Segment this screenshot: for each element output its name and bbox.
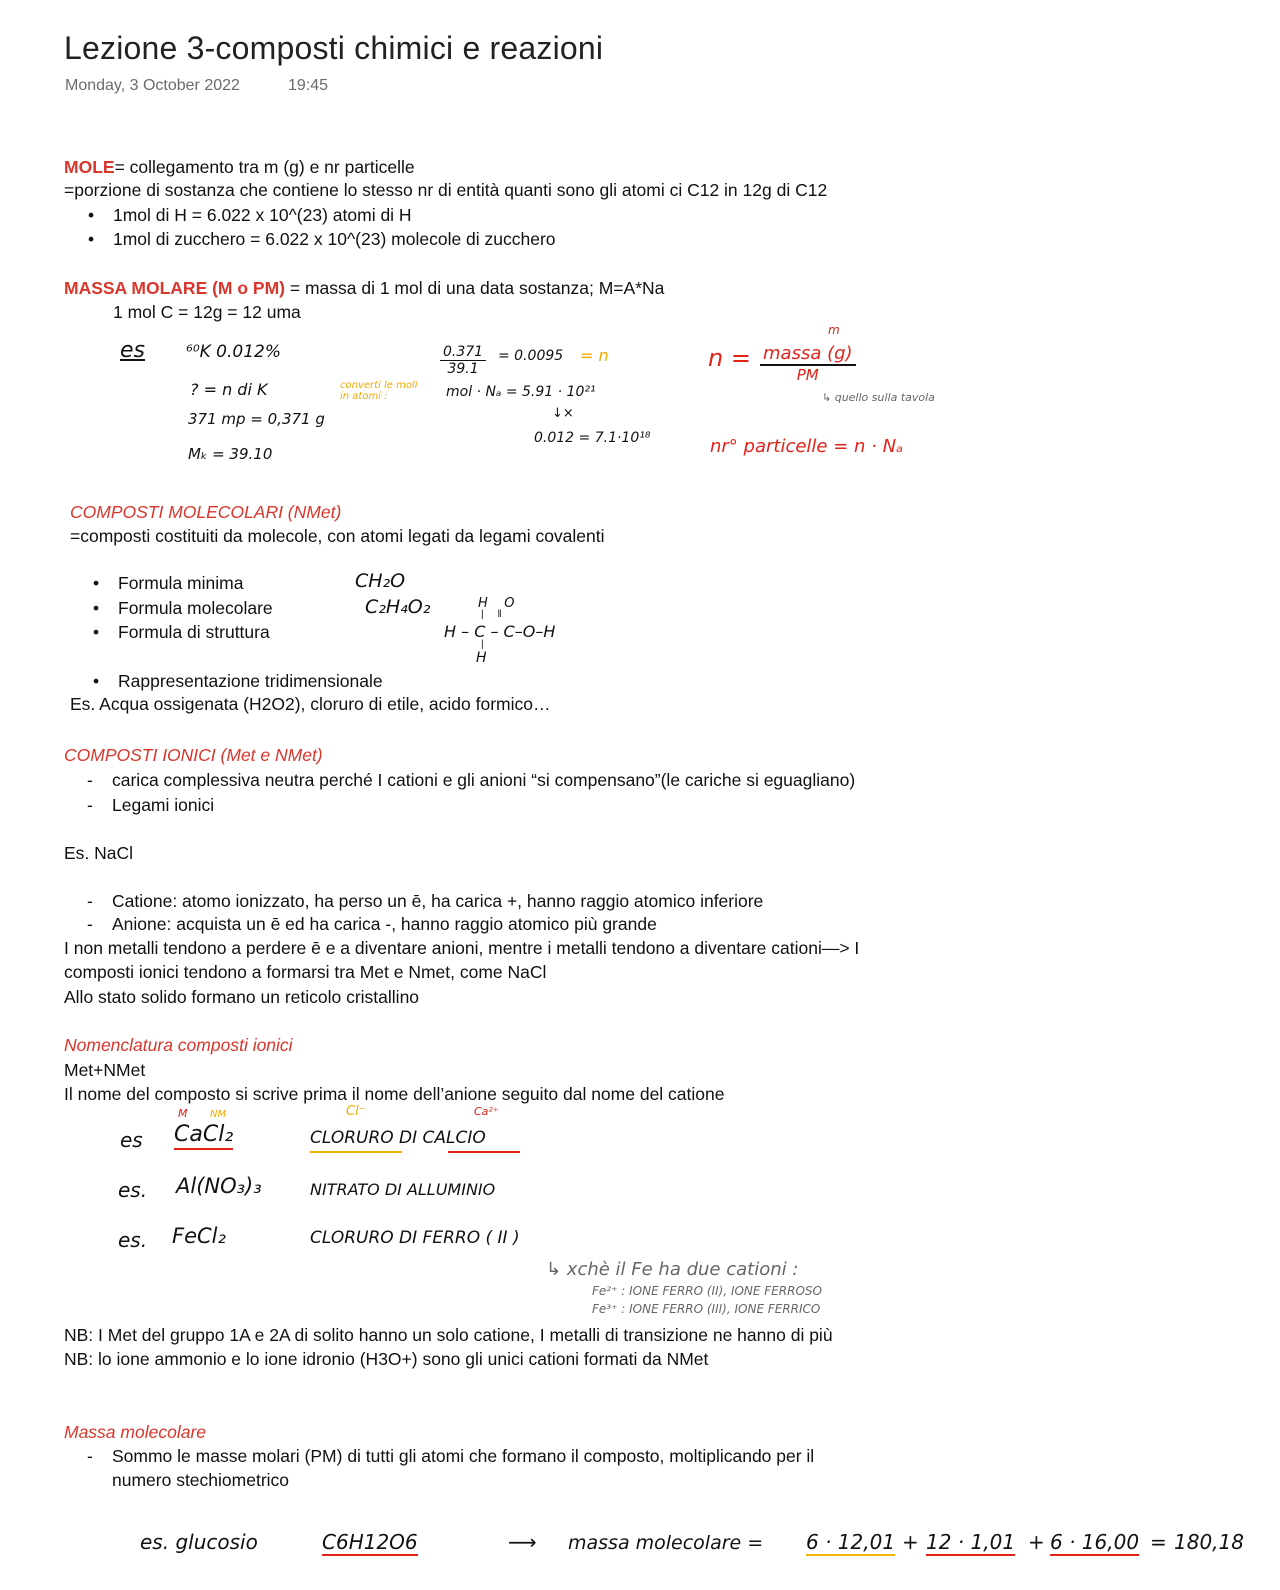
hw-term-1 bbox=[806, 1530, 895, 1554]
hw-equals: = bbox=[1150, 1530, 1167, 1554]
hw-mk-line: Mₖ = 39.10 bbox=[188, 445, 273, 463]
ionici-para-2: composti ionici tendono a formarsi tra Met e Nmet, come NaCl bbox=[64, 962, 547, 982]
ionici-para-3: Allo stato solido formano un reticolo cristallino bbox=[64, 987, 420, 1007]
hw-fe2-line: Fe²⁺ : IONE FERRO (II), IONE FERROSO bbox=[592, 1284, 822, 1298]
hw-label-cl: Cl⁻ bbox=[346, 1104, 366, 1119]
hw-es-label: es bbox=[120, 338, 145, 363]
hw-row2-formula: Al(NO₃)₃ bbox=[176, 1174, 262, 1198]
molecolari-bullet-4: • Rappresentazione tridimensionale bbox=[118, 671, 383, 692]
hw-formula-fraction bbox=[760, 343, 856, 384]
molecolari-bullet-3: • Formula di struttura bbox=[118, 622, 270, 643]
ionici-heading: COMPOSTI IONICI (Met e NMet) bbox=[64, 745, 323, 765]
hw-times-arrow: ↓× bbox=[552, 406, 574, 421]
nomenclatura-line-2: Il nome del composto si scrive prima il nome dell’anione seguito dal nome del catione bbox=[64, 1084, 725, 1104]
hw-frac-den: 39.1 bbox=[447, 361, 479, 377]
hw-row2-name: NITRATO DI ALLUMINIO bbox=[310, 1180, 496, 1199]
hw-label-ca: Ca²⁺ bbox=[474, 1105, 499, 1118]
hw-question-line: ? = n di K bbox=[190, 380, 268, 399]
hw-result-line: 0.012 = 7.1·10¹⁸ bbox=[534, 430, 651, 446]
hw-formula-n: n = bbox=[708, 344, 751, 372]
page-time: 19:45 bbox=[288, 77, 329, 94]
massa-molare-line bbox=[64, 278, 664, 299]
hw-total: 180,18 bbox=[1174, 1530, 1244, 1554]
nomenclatura-heading: Nomenclatura composti ionici bbox=[64, 1035, 293, 1055]
hw-formula-molecolare: C₂H₄O₂ bbox=[365, 596, 431, 618]
ionici-dash-2: - Legami ionici bbox=[112, 795, 214, 816]
hw-struct-mid: H – C – C–O–H bbox=[444, 622, 556, 641]
hw-glucosio-formula-text: C6H12O6 bbox=[322, 1530, 418, 1554]
hw-frac-result: = 0.0095 bbox=[498, 348, 564, 364]
hw-term-3-text: 6 · 16,00 bbox=[1050, 1530, 1140, 1554]
hw-label-m: M bbox=[178, 1107, 188, 1120]
hw-plus-1: + bbox=[902, 1530, 919, 1554]
molecolari-definition: =composti costituiti da molecole, con atomi legati da legami covalenti bbox=[70, 526, 605, 546]
hw-fe-note: ↳ xchè il Fe ha due cationi : bbox=[546, 1259, 799, 1280]
mole-definition: = collegamento tra m (g) e nr particelle bbox=[114, 157, 415, 177]
hw-row2-es: es. bbox=[118, 1178, 148, 1202]
page-title: Lezione 3-composti chimici e reazioni bbox=[64, 30, 604, 66]
ionici-anione: - Anione: acquista un ē ed ha carica -, hanno raggio atomico più grande bbox=[112, 914, 657, 935]
hw-frac-n: = n bbox=[580, 346, 609, 365]
nb-1: NB: I Met del gruppo 1A e 2A di solito hanno un solo catione, I metalli di transizione ne hanno di più bbox=[64, 1325, 833, 1345]
hw-massa-eq-label: massa molecolare = bbox=[568, 1532, 764, 1554]
hw-row1-name: CLORURO DI CALCIO bbox=[310, 1128, 486, 1148]
ionici-dash-1: - carica complessiva neutra perché I cationi e gli anioni “si compensano”(le cariche si eguagliano) bbox=[112, 770, 855, 791]
massa-molecolare-dash-cont: numero stechiometrico bbox=[112, 1470, 290, 1490]
hw-particles-formula: nr° particelle = n · Nₐ bbox=[710, 436, 904, 457]
mole-bullet-1: • 1mol di H = 6.022 x 10^(23) atomi di H bbox=[113, 205, 412, 226]
mole-bullet-2: • 1mol di zucchero = 6.022 x 10^(23) molecole di zucchero bbox=[113, 229, 556, 250]
hw-row1-underline-red bbox=[448, 1151, 520, 1153]
nomenclatura-line-1: Met+NMet bbox=[64, 1060, 146, 1080]
hw-row1-underline-yellow bbox=[310, 1151, 402, 1153]
hw-bond-vertical-2: | bbox=[481, 639, 484, 650]
hw-row1-es: es bbox=[120, 1128, 143, 1152]
hw-plus-2: + bbox=[1028, 1530, 1045, 1554]
hw-mp-line: 371 mp = 0,371 g bbox=[188, 410, 325, 428]
hw-row3-es: es. bbox=[118, 1228, 148, 1252]
hw-formula-m: m bbox=[828, 323, 840, 337]
massa-molecolare-heading: Massa molecolare bbox=[64, 1422, 206, 1442]
hw-fraction bbox=[440, 344, 486, 377]
molecolari-heading: COMPOSTI MOLECOLARI (NMet) bbox=[70, 502, 342, 522]
molecolari-bullet-1: • Formula minima bbox=[118, 573, 243, 594]
hw-formula-note: ↳ quello sulla tavola bbox=[822, 391, 935, 404]
molecolari-bullet-2: • Formula molecolare bbox=[118, 598, 273, 619]
hw-term-2-text: 12 · 1,01 bbox=[926, 1530, 1016, 1554]
hw-label-nm: NM bbox=[210, 1109, 227, 1120]
hw-formula-minima: CH₂O bbox=[355, 570, 406, 592]
hw-frac-num: 0.371 bbox=[440, 344, 486, 361]
page-date: Monday, 3 October 2022 bbox=[65, 77, 240, 94]
hw-term-1-text: 6 · 12,01 bbox=[806, 1530, 896, 1554]
hw-struct-top: H O bbox=[478, 596, 515, 611]
nb-2: NB: lo ione ammonio e lo ione idronio (H3O+) sono gli unici cationi formati da NMet bbox=[64, 1349, 709, 1369]
hw-struct-bot: H bbox=[476, 650, 487, 666]
massa-molare-term: MASSA MOLARE (M o PM) bbox=[64, 278, 285, 298]
hw-arrow: ⟶ bbox=[508, 1530, 537, 1554]
hw-k-line: ⁶⁰K 0.012% bbox=[186, 342, 282, 362]
hw-row3-name: CLORURO DI FERRO ( II ) bbox=[310, 1228, 520, 1248]
mole-definition-2: =porzione di sostanza che contiene lo stesso nr di entità quanti sono gli atomi ci C12 in 12g di C12 bbox=[64, 180, 828, 200]
ionici-example: Es. NaCl bbox=[64, 843, 134, 863]
hw-formula-den: PM bbox=[796, 366, 819, 384]
hw-term-3 bbox=[1050, 1530, 1139, 1554]
ionici-para-1: I non metalli tendono a perdere ē e a diventare anioni, mentre i metalli tendono a diventare cationi—> I bbox=[64, 938, 860, 958]
hw-fe3-line: Fe³⁺ : IONE FERRO (III), IONE FERRICO bbox=[592, 1302, 821, 1316]
hw-row3-formula: FeCl₂ bbox=[172, 1224, 226, 1248]
mole-line bbox=[64, 157, 415, 178]
hw-row1-formula bbox=[174, 1122, 233, 1147]
ionici-catione: - Catione: atomo ionizzato, ha perso un ē, ha carica +, hanno raggio atomico inferiore bbox=[112, 891, 763, 912]
massa-molecolare-dash: - Sommo le masse molari (PM) di tutti gli atomi che formano il composto, moltiplicando per il bbox=[112, 1446, 814, 1467]
massa-molare-definition: = massa di 1 mol di una data sostanza; M=A*Na bbox=[285, 278, 665, 298]
hw-yellow-note: converti le moli in atomi : bbox=[340, 380, 418, 402]
hw-glucosio-label: es. glucosio bbox=[140, 1530, 258, 1554]
hw-row1-formula-text: CaCl₂ bbox=[174, 1122, 233, 1150]
hw-glucosio-formula bbox=[322, 1530, 418, 1554]
hw-mol-line: mol · Nₐ = 5.91 · 10²¹ bbox=[446, 384, 596, 400]
molecolari-example: Es. Acqua ossigenata (H2O2), cloruro di etile, acido formico… bbox=[70, 694, 551, 714]
hw-bond-vertical-1: | ‖ bbox=[481, 609, 502, 620]
hw-formula-num: massa (g) bbox=[760, 343, 856, 366]
hw-term-2 bbox=[926, 1530, 1015, 1554]
mole-term: MOLE bbox=[64, 157, 115, 177]
massa-molare-sub: 1 mol C = 12g = 12 uma bbox=[113, 302, 301, 322]
